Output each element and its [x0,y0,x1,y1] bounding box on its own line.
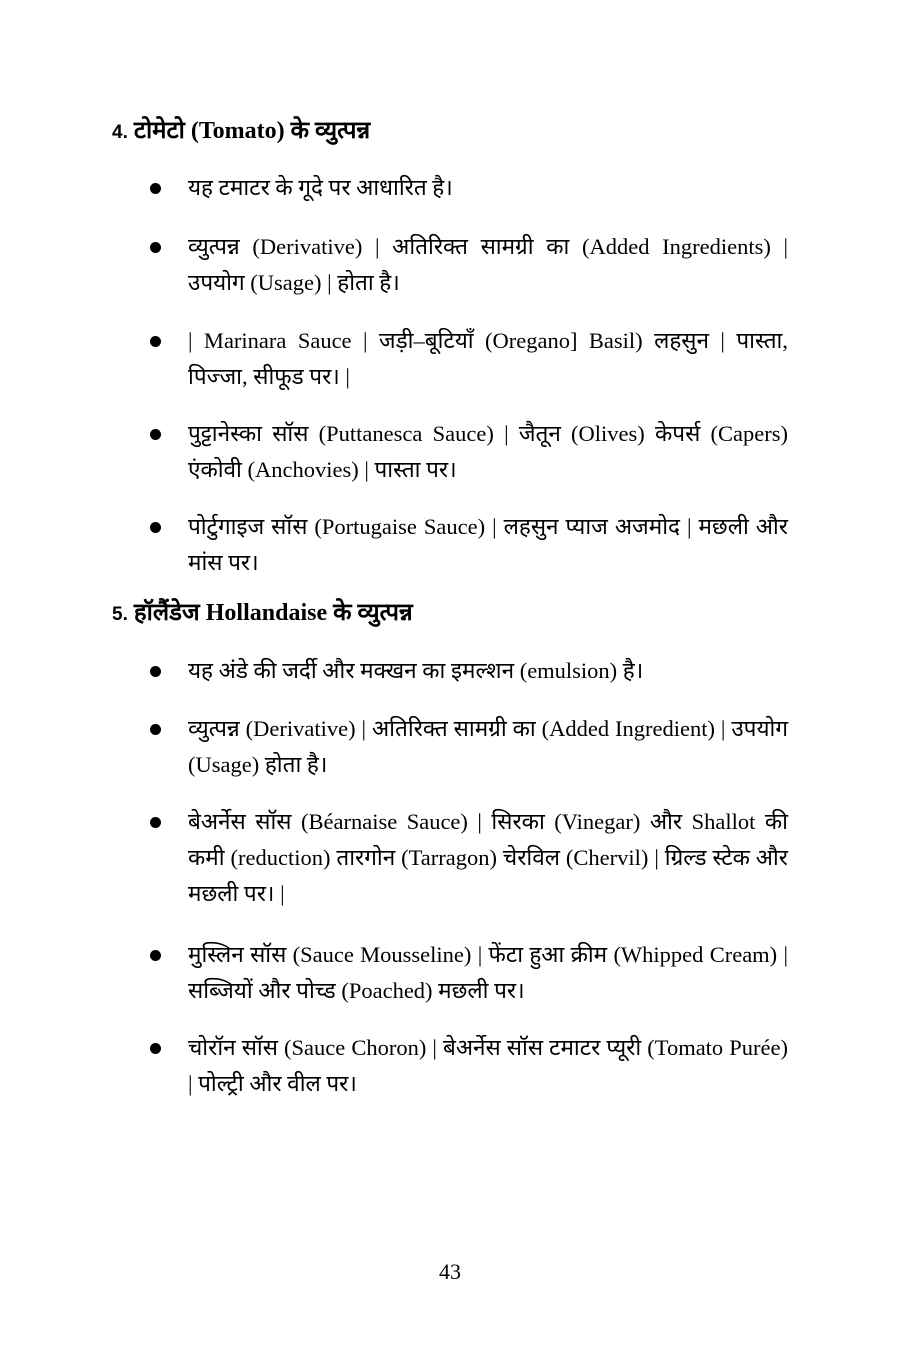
bullet-icon [150,429,161,440]
list-item [150,711,788,783]
section-heading-tomato [112,116,370,148]
section-title: हॉलैंडेज Hollandaise के व्युत्पन्न [133,600,413,626]
list-item [150,1030,788,1102]
page-number: 43 [439,1259,461,1284]
section-number: 5. [112,604,128,625]
bullet-icon [150,242,161,253]
bullet-icon [150,1043,161,1054]
list-item-text: व्युत्पन्न (Derivative) | अतिरिक्त सामग्री का (Added Ingredient) | उपयोग (Usage) होता है। [188,716,788,777]
list-item [150,229,788,301]
bullet-icon [150,950,161,961]
list-item [150,937,788,1009]
bullet-icon [150,183,161,194]
list-item [150,804,788,912]
bullet-icon [150,522,161,533]
list-item-text: पोर्टुगाइज सॉस (Portugaise Sauce) | लहसुन प्याज अजमोद | मछली और मांस पर। [188,514,788,575]
list-item-text: चोरॉन सॉस (Sauce Choron) | बेअर्नेस सॉस टमाटर प्यूरी (Tomato Purée) | पोल्ट्री और वील पर। [188,1035,788,1096]
bullet-icon [150,666,161,677]
section-title: टोमेटो (Tomato) के व्युत्पन्न [133,118,371,144]
list-item [150,416,788,488]
list-item-text: यह टमाटर के गूदे पर आधारित है। [188,175,453,200]
list-item [150,509,788,581]
list-item [150,653,788,689]
list-item-text: व्युत्पन्न (Derivative) | अतिरिक्त सामग्री का (Added Ingredients) | उपयोग (Usage) | होता है। [188,234,788,295]
list-item-text: यह अंडे की जर्दी और मक्खन का इमल्शन (emulsion) है। [188,658,644,683]
section-heading-hollandaise [112,598,413,630]
list-item-text: मुस्लिन सॉस (Sauce Mousseline) | फेंटा हुआ क्रीम (Whipped Cream) | सब्जियों और पोच्ड (Poached) मछली पर। [188,942,788,1003]
section-number: 4. [112,122,128,143]
bullet-icon [150,724,161,735]
list-item [150,323,788,395]
list-item-text: | Marinara Sauce | जड़ी–बूटियाँ (Oregano] Basil) लहसुन | पास्ता, पिज्जा, सीफूड पर। | [188,328,788,389]
list-item-text: बेअर्नेस सॉस (Béarnaise Sauce) | सिरका (Vinegar) और Shallot की कमी (reduction) तारगोन (Tarragon) चेरविल (Chervil) | ग्रिल्ड स्टेक और मछली पर। | [188,809,788,906]
bullet-icon [150,817,161,828]
list-item [150,170,788,206]
list-item-text: पुट्टानेस्का सॉस (Puttanesca Sauce) | जैतून (Olives) केपर्स (Capers) एंकोवी (Anchovies) | पास्ता पर। [188,421,788,482]
bullet-icon [150,336,161,347]
